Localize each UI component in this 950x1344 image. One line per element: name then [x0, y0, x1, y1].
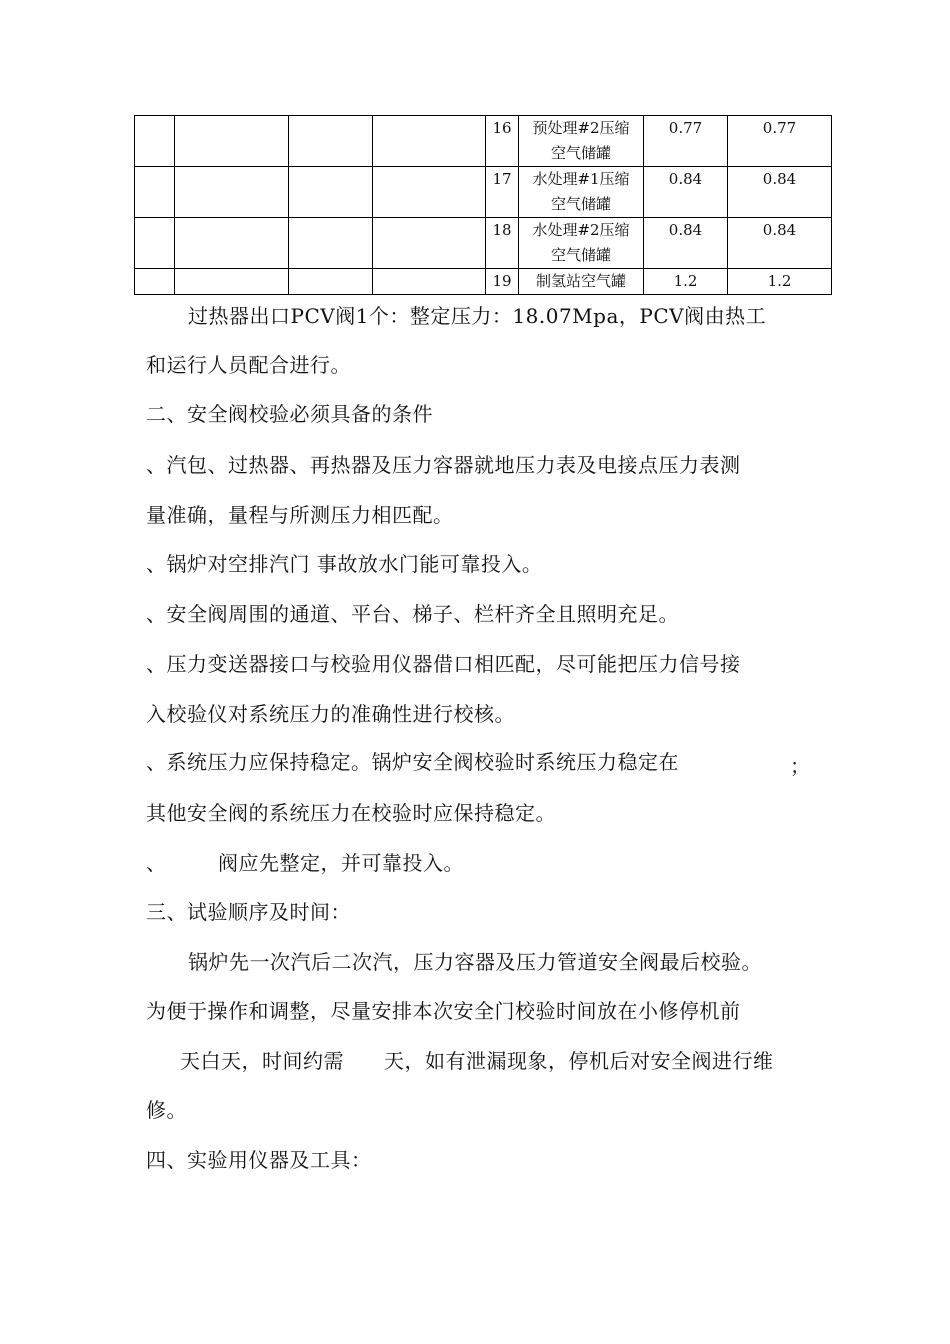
- condition-4: 、压力变送器接口与校验用仪器借口相匹配，尽可能把压力信号接: [146, 652, 741, 676]
- valve-table: [134, 115, 832, 295]
- vessel-name: 水处理#2压缩空气储罐: [519, 218, 644, 269]
- row-number: 19: [486, 269, 519, 295]
- actual-pressure: 0.84: [728, 218, 832, 269]
- section-heading-4: 四、实验用仪器及工具：: [146, 1148, 372, 1172]
- actual-pressure: 0.84: [728, 167, 832, 218]
- table-row: [135, 116, 832, 167]
- set-pressure: 0.84: [644, 167, 728, 218]
- paragraph-sequence-end: 修。: [146, 1098, 187, 1122]
- table-row: [135, 269, 832, 295]
- paragraph-sequence: 锅炉先一次汽后二次汽，压力容器及压力管道安全阀最后校验。: [188, 950, 762, 974]
- set-pressure: 1.2: [644, 269, 728, 295]
- condition-4-cont: 入校验仪对系统压力的准确性进行校核。: [146, 702, 515, 726]
- set-pressure: 0.77: [644, 116, 728, 167]
- set-pressure: 0.84: [644, 218, 728, 269]
- condition-6-prefix: 、: [146, 851, 167, 875]
- table-row: [135, 167, 832, 218]
- section-heading-2: 二、安全阀校验必须具备的条件: [146, 402, 433, 426]
- condition-3: 、安全阀周围的通道、平台、梯子、栏杆齐全且照明充足。: [146, 602, 679, 626]
- paragraph-sequence-leak: 天，如有泄漏现象，停机后对安全阀进行维: [384, 1049, 774, 1073]
- paragraph-pcv: 过热器出口PCV阀1个：整定压力：18.07Mpa，PCV阀由热工: [188, 304, 767, 328]
- paragraph-pcv-cont: 和运行人员配合进行。: [146, 353, 351, 377]
- section-heading-3: 三、试验顺序及时间：: [146, 900, 351, 924]
- actual-pressure: 0.77: [728, 116, 832, 167]
- condition-1: 、汽包、过热器、再热器及压力容器就地压力表及电接点压力表测: [146, 453, 741, 477]
- condition-2: 、锅炉对空排汽门 事故放水门能可靠投入。: [146, 552, 543, 576]
- row-number: 16: [486, 116, 519, 167]
- actual-pressure: 1.2: [728, 269, 832, 295]
- table-row: [135, 218, 832, 269]
- paragraph-sequence-cont: 为便于操作和调整，尽量安排本次安全门校验时间放在小修停机前: [146, 999, 741, 1023]
- row-number: 17: [486, 167, 519, 218]
- row-number: 18: [486, 218, 519, 269]
- vessel-name: 制氢站空气罐: [519, 269, 644, 295]
- paragraph-sequence-days: 天白天，时间约需: [180, 1049, 344, 1073]
- vessel-name: 水处理#1压缩空气储罐: [519, 167, 644, 218]
- condition-6: 阀应先整定，并可靠投入。: [218, 851, 464, 875]
- condition-5-semicolon: ；: [790, 754, 811, 778]
- condition-1-cont: 量准确，量程与所测压力相匹配。: [146, 503, 454, 527]
- vessel-name: 预处理#2压缩空气储罐: [519, 116, 644, 167]
- condition-5-cont: 其他安全阀的系统压力在校验时应保持稳定。: [146, 801, 556, 825]
- condition-5: 、系统压力应保持稳定。锅炉安全阀校验时系统压力稳定在: [146, 750, 679, 774]
